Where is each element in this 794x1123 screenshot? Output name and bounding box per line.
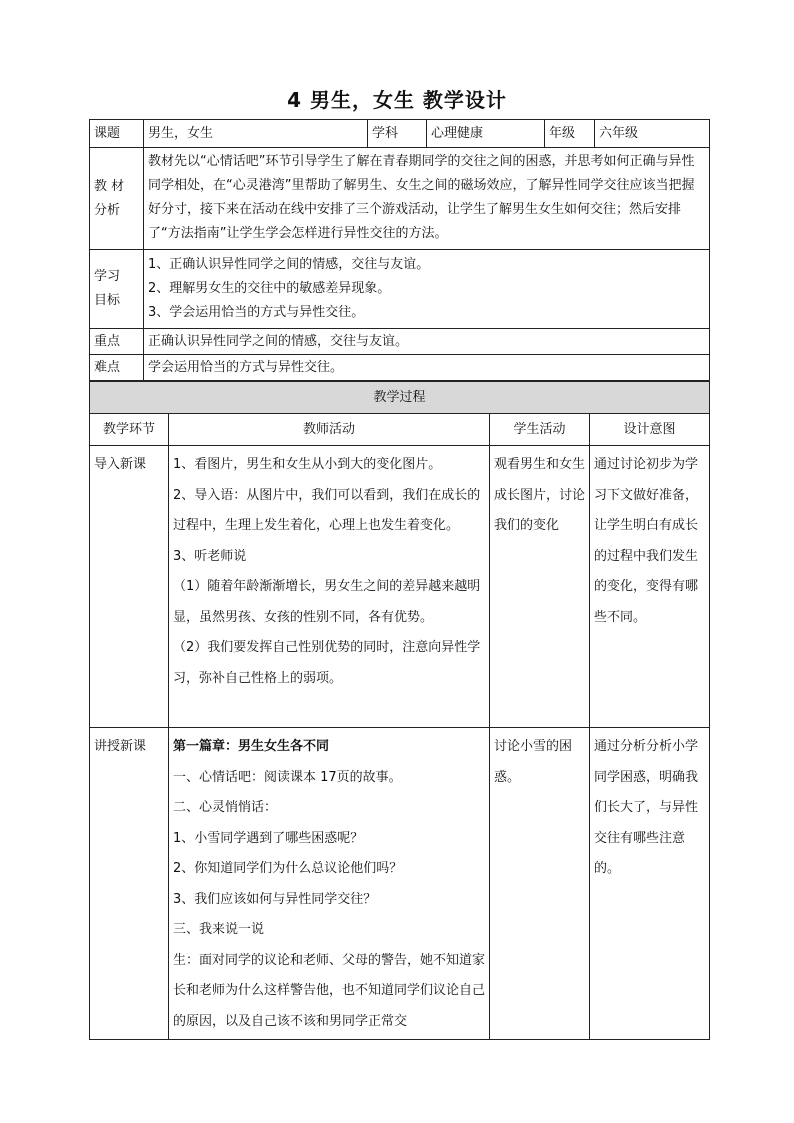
- grade-value: 六年级: [595, 120, 710, 148]
- column-header-intent: 设计意图: [590, 414, 710, 446]
- goal-item: 2、理解男女生的交往中的敏感差异现象。: [148, 281, 391, 296]
- teacher-activity-cell: [169, 728, 490, 1040]
- teacher-line: 三、我来说一说: [173, 922, 265, 937]
- goals-list: [144, 250, 710, 329]
- teacher-line: 3、我们应该如何与异性同学交往？: [173, 891, 377, 907]
- key-point-text: 正确认识异性同学之间的情感，交往与友谊。: [144, 329, 710, 355]
- goals-label-line1: 学习: [94, 269, 121, 284]
- teacher-line: 1、看图片，男生和女生从小到大的变化图片。: [173, 457, 442, 472]
- column-header-teacher: 教师活动: [169, 414, 490, 446]
- teacher-line: 2、你知道同学们为什么总议论他们吗？: [173, 861, 403, 876]
- difficulty-text: 学会运用恰当的方式与异性交往。: [144, 355, 710, 381]
- subject-label: 学科: [368, 120, 427, 148]
- teacher-line: 3、听老师说: [173, 548, 247, 564]
- goal-item: 3、学会运用恰当的方式与异性交往。: [148, 305, 365, 320]
- teacher-line: （1）随着年龄渐渐增长，男女生之间的差异越来越明显，虽然男孩、女孩的性别不同，各有优势。: [173, 579, 481, 625]
- goals-label-line2: 目标: [94, 293, 121, 308]
- topic-value: 男生，女生: [144, 120, 368, 148]
- grade-label: 年级: [545, 120, 595, 148]
- teacher-line: 第一篇章：男生女生各不同: [173, 739, 330, 754]
- teacher-line: 1、小雪同学遇到了哪些困惑呢？: [173, 830, 364, 846]
- student-activity-cell: 观看男生和女生成长图片，讨论我们的变化: [490, 446, 590, 728]
- teacher-line: 2、导入语：从图片中，我们可以看到，我们在成长的过程中，生理上发生着化，心理上也发生着变化。: [173, 487, 481, 533]
- difficulty-label: 难点: [90, 355, 144, 381]
- goals-label: [90, 250, 144, 329]
- teacher-line: 二、心灵悄悄话：: [173, 800, 278, 815]
- process-table: [89, 381, 710, 1040]
- analysis-text: 教材先以“心情话吧”环节引导学生了解在青春期同学的交往之间的困惑，并思考如何正确与异性同学相处，在“心灵港湾”里帮助了解男生、女生之间的磁场效应，了解异性同学交往应该当把握好分寸，接下来在活动在线中安排了三个游戏活动，让学生了解男生女生如何交往；然后安排了“方法指南”让学生学会怎样进行异性交往的方法。: [144, 148, 710, 250]
- subject-value: 心理健康: [427, 120, 545, 148]
- table-row: [90, 446, 710, 728]
- goal-item: 1、正确认识异性同学之间的情感，交往与友谊。: [148, 257, 430, 272]
- column-header-stage: 教学环节: [90, 414, 169, 446]
- design-intent-cell: 通过分析分析小学同学困惑，明确我们长大了，与异性交往有哪些注意的。: [590, 728, 710, 1040]
- teacher-line: （2）我们要发挥自己性别优势的同时，注意向异性学习，弥补自己性格上的弱项。: [173, 640, 481, 686]
- topic-label: 课题: [90, 120, 144, 148]
- table-row: [90, 728, 710, 1040]
- info-table: [89, 119, 710, 381]
- process-header: 教学过程: [90, 382, 710, 414]
- student-activity-cell: 讨论小雪的困惑。: [490, 728, 590, 1040]
- stage-cell: 讲授新课: [90, 728, 169, 1040]
- design-intent-cell: 通过讨论初步为学习下文做好准备，让学生明白有成长的过程中我们发生的变化，变得有哪些不同。: [590, 446, 710, 728]
- page-title: 4 男生，女生 教学设计: [287, 88, 507, 112]
- stage-cell: 导入新课: [90, 446, 169, 728]
- key-point-label: 重点: [90, 329, 144, 355]
- analysis-label-line2: 分析: [94, 202, 121, 218]
- teacher-line: 生：面对同学的议论和老师、父母的警告，她不知道家长和老师为什么这样警告他，也不知道同学们议论自己的原因，以及自己该不该和男同学正常交: [173, 952, 486, 1029]
- teacher-line: 一、心情话吧：阅读课本 17页的故事。: [173, 769, 402, 785]
- analysis-label-line1: 教 材: [94, 178, 125, 194]
- column-header-student: 学生活动: [490, 414, 590, 446]
- analysis-label: [90, 148, 144, 250]
- teacher-activity-cell: [169, 446, 490, 728]
